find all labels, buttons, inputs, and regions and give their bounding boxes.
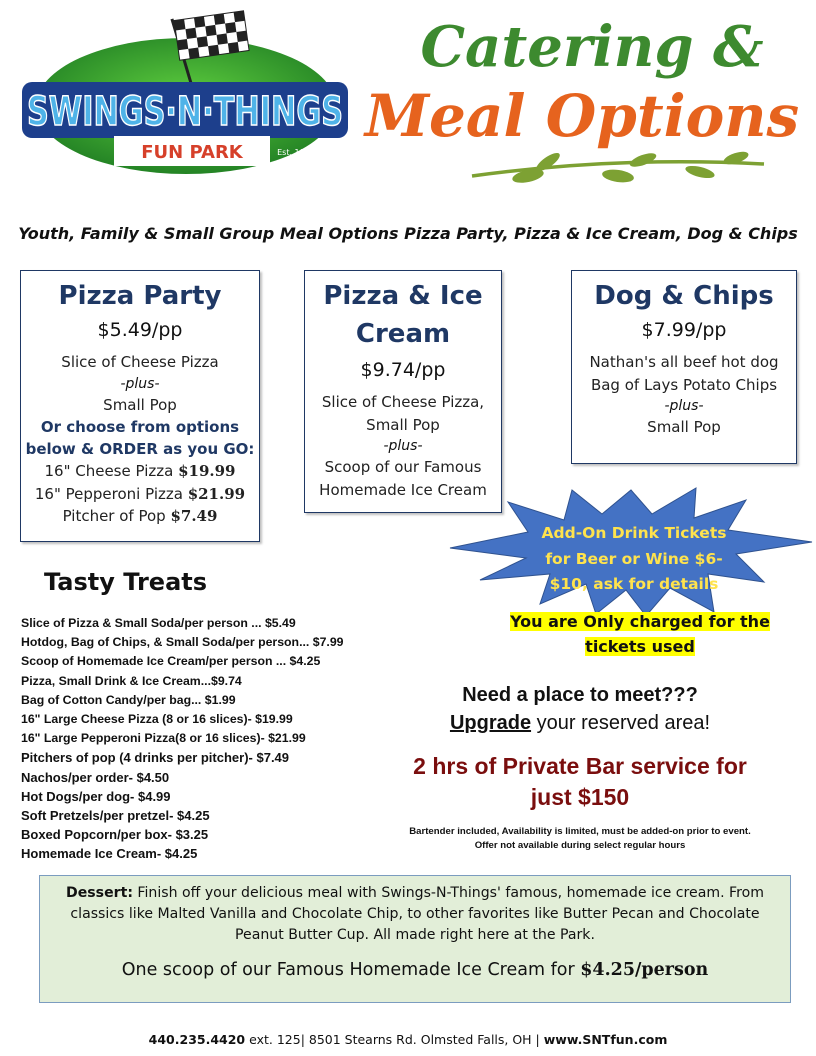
tasty-treats-list xyxy=(21,614,344,863)
fine-line: Bartender included, Availability is limited, must be added-on prior to event. xyxy=(409,826,751,837)
item-price: $21.99 xyxy=(187,484,246,503)
bar-line: 2 hrs of Private Bar service for xyxy=(413,753,747,779)
list-item: Homemade Ice Cream- $4.25 xyxy=(21,846,198,862)
pizza-party-title: Pizza Party xyxy=(58,281,222,311)
pizza-ice-cream-line1: Slice of Cheese Pizza, xyxy=(321,393,485,411)
scoop-offer xyxy=(54,960,776,980)
pizza-party-plus: -plus- xyxy=(120,375,160,392)
pizza-party-price: $5.49/pp xyxy=(97,319,183,341)
charged-note-line: You are Only charged for the xyxy=(510,612,770,631)
svg-text:SWINGS·N·THINGS: SWINGS·N·THINGS xyxy=(27,89,343,135)
footer-phone: 440.235.4420 xyxy=(148,1032,246,1047)
svg-text:FUN PARK: FUN PARK xyxy=(141,142,243,163)
footer-address: ext. 125| 8501 Stearns Rd. Olmsted Falls, OH | xyxy=(245,1032,544,1047)
item-label: Pitcher of Pop xyxy=(62,507,171,525)
tagline: Youth, Family & Small Group Meal Options Pizza Party, Pizza & Ice Cream, Dog & Chips xyxy=(18,224,798,243)
bar-line: just $150 xyxy=(530,784,630,810)
list-item: Scoop of Homemade Ice Cream/per person ... $4.25 xyxy=(21,654,321,669)
pizza-ice-cream-box xyxy=(304,270,502,513)
title-meal-options: Meal Options xyxy=(364,82,800,150)
dog-chips-price: $7.99/pp xyxy=(641,319,727,341)
list-item: 16" Large Pepperoni Pizza(8 or 16 slices)- $21.99 xyxy=(21,731,306,746)
dog-chips-plus: -plus- xyxy=(664,398,704,414)
footer-contact xyxy=(0,1032,816,1047)
meet-section xyxy=(400,681,760,737)
pizza-party-note1: Or choose from options xyxy=(40,418,240,436)
private-bar-offer xyxy=(370,751,790,813)
fine-line: Offer not available during select regular hours xyxy=(474,840,686,851)
pizza-party-line2: Small Pop xyxy=(103,395,177,414)
swings-n-things-logo xyxy=(18,18,352,178)
pizza-ice-cream-line4: Homemade Ice Cream xyxy=(319,480,487,499)
dog-chips-line2: Bag of Lays Potato Chips xyxy=(590,375,778,394)
list-item: Hot Dogs/per dog- $4.99 xyxy=(21,788,171,804)
vine-decoration xyxy=(468,150,768,192)
footer-website-link[interactable]: www.SNTfun.com xyxy=(543,1032,668,1047)
pizza-party-note2: below & ORDER as you GO: xyxy=(25,440,255,458)
dessert-box xyxy=(39,875,791,1003)
pizza-ice-cream-price: $9.74/pp xyxy=(360,359,446,381)
item-price: $7.49 xyxy=(170,507,218,525)
list-item: Pizza, Small Drink & Ice Cream...$9.74 xyxy=(21,673,242,688)
list-item: Hotdog, Bag of Chips, & Small Soda/per person... $7.99 xyxy=(21,635,344,650)
dessert-paragraph xyxy=(54,883,776,946)
charged-note-line: tickets used xyxy=(585,637,695,656)
pizza-party-line1: Slice of Cheese Pizza xyxy=(61,353,219,371)
upgrade-rest: your reserved area! xyxy=(531,712,711,734)
dessert-label: Dessert: xyxy=(66,885,133,901)
item-label: 16" Cheese Pizza xyxy=(44,462,179,480)
scoop-price: $4.25/person xyxy=(580,960,709,980)
list-item: Nachos/per order- $4.50 xyxy=(21,769,170,785)
upgrade-word: Upgrade xyxy=(449,712,532,734)
tasty-treats-heading: Tasty Treats xyxy=(44,568,208,596)
pizza-party-box xyxy=(20,270,260,542)
scoop-text: One scoop of our Famous Homemade Ice Cream for xyxy=(121,960,581,980)
dog-chips-line1: Nathan's all beef hot dog xyxy=(589,353,779,371)
list-item: Bag of Cotton Candy/per bag... $1.99 xyxy=(21,692,236,707)
dog-chips-box xyxy=(571,270,797,464)
bar-fine-print xyxy=(360,825,800,853)
addon-line: Add-On Drink Tickets xyxy=(541,524,727,542)
pizza-party-item xyxy=(21,483,259,506)
pizza-party-item xyxy=(21,460,259,483)
title-catering: Catering & xyxy=(420,14,764,80)
list-item: Slice of Pizza & Small Soda/per person ... $5.49 xyxy=(21,616,296,630)
meet-question: Need a place to meet??? xyxy=(462,684,698,706)
pizza-ice-cream-line3: Scoop of our Famous xyxy=(324,458,482,476)
item-price: $19.99 xyxy=(178,462,236,480)
dessert-text: Finish off your delicious meal with Swings-N-Things' famous, homemade ice cream. From classics like Malted Vanilla and Chocolate Chip, to other favorites like Butter Pecan and Chocolate Peanut Butter Cup. All made right here at the Park. xyxy=(70,885,764,943)
list-item: Pitchers of pop (4 drinks per pitcher)- $7.49 xyxy=(21,750,290,766)
addon-line: for Beer or Wine $6- xyxy=(545,549,723,568)
list-item: 16" Large Cheese Pizza (8 or 16 slices)- $19.99 xyxy=(21,711,293,726)
pizza-ice-cream-line2: Small Pop xyxy=(366,415,440,434)
pizza-party-item xyxy=(21,505,259,528)
addon-drink-tickets xyxy=(534,521,734,598)
svg-text:Est. 1987: Est. 1987 xyxy=(277,148,315,157)
addon-line: $10, ask for details xyxy=(549,575,719,593)
dog-chips-line3: Small Pop xyxy=(647,418,721,436)
list-item: Boxed Popcorn/per box- $3.25 xyxy=(21,827,209,843)
charged-note xyxy=(505,609,775,659)
list-item: Soft Pretzels/per pretzel- $4.25 xyxy=(21,807,210,823)
dog-chips-title: Dog & Chips xyxy=(594,281,774,311)
pizza-ice-cream-title: Pizza & Ice xyxy=(323,281,483,311)
pizza-ice-cream-plus: -plus- xyxy=(383,438,423,454)
page-title xyxy=(362,10,802,148)
item-label: 16" Pepperoni Pizza xyxy=(34,484,188,503)
pizza-ice-cream-title-2: Cream xyxy=(355,319,451,349)
